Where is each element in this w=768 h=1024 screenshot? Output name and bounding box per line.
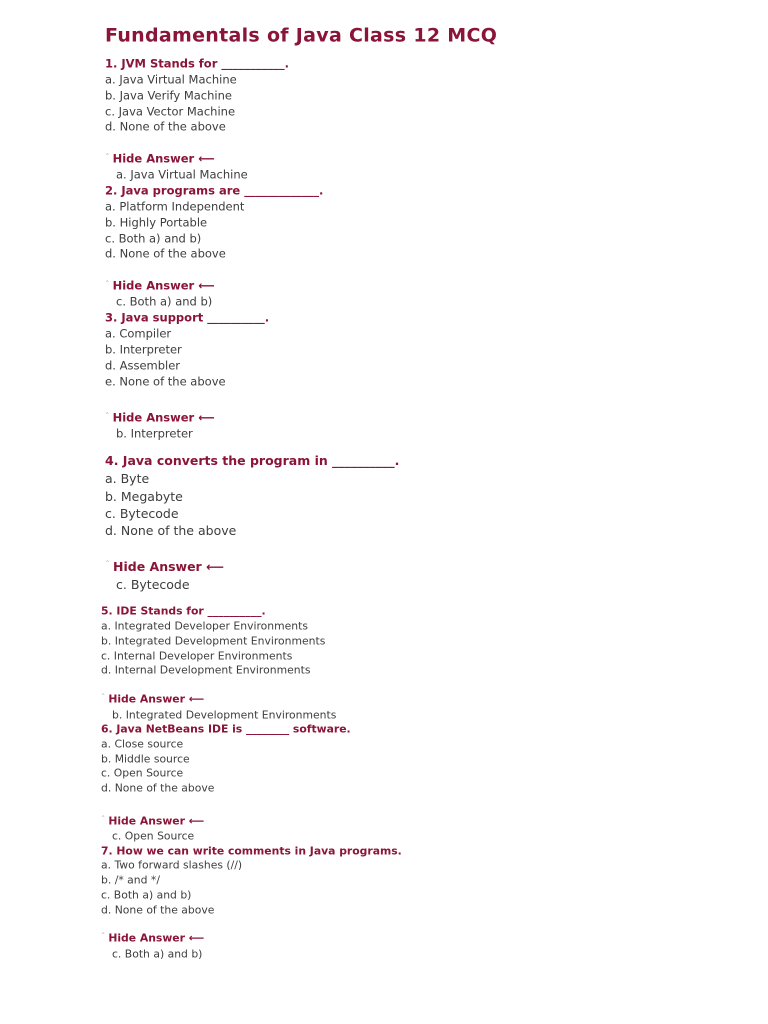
- option-item: c. Java Vector Machine: [105, 104, 236, 119]
- hide-answer-toggle[interactable]: [101, 692, 205, 706]
- option-item: d. None of the above: [105, 246, 226, 261]
- hide-answer-label: Hide Answer ⟵: [112, 151, 215, 166]
- option-item: b. Integrated Development Environments: [101, 634, 326, 648]
- caret-up-icon: ˆ: [105, 279, 110, 291]
- option-item: b. Middle source: [101, 752, 190, 766]
- option-item: c. Bytecode: [105, 505, 179, 521]
- answer-text: b. Integrated Development Environments: [112, 708, 337, 722]
- question-text: 3. Java support __________.: [105, 310, 270, 325]
- question-text: 1. JVM Stands for ___________.: [105, 56, 290, 71]
- option-item: c. Both a) and b): [101, 888, 192, 902]
- option-item: a. Java Virtual Machine: [105, 72, 237, 87]
- caret-up-icon: ˆ: [105, 559, 110, 571]
- hide-answer-label: Hide Answer ⟵: [112, 410, 215, 425]
- option-item: a. Byte: [105, 470, 150, 486]
- answer-text: c. Both a) and b): [116, 294, 213, 309]
- option-item: d. Internal Development Environments: [101, 663, 311, 677]
- caret-up-icon: ˆ: [101, 815, 106, 826]
- hide-answer-toggle[interactable]: [105, 412, 215, 424]
- option-item: b. Java Verify Machine: [105, 88, 232, 103]
- option-item: b. Megabyte: [105, 488, 183, 504]
- option-item: a. Compiler: [105, 326, 172, 341]
- option-item: a. Integrated Developer Environments: [101, 619, 308, 633]
- caret-up-icon: ˆ: [101, 693, 106, 704]
- hide-answer-label: Hide Answer ⟵: [113, 558, 224, 574]
- hide-answer-toggle[interactable]: [101, 931, 205, 945]
- option-item: d. None of the above: [101, 781, 215, 795]
- option-item: d. Assembler: [105, 358, 181, 373]
- answer-text: c. Both a) and b): [112, 947, 203, 961]
- hide-answer-label: Hide Answer ⟵: [108, 931, 205, 945]
- option-item: a. Close source: [101, 737, 184, 751]
- option-item: d. None of the above: [101, 903, 215, 917]
- caret-up-icon: ˆ: [105, 411, 110, 423]
- answer-text: c. Bytecode: [116, 576, 190, 592]
- hide-answer-toggle[interactable]: [105, 280, 215, 292]
- hide-answer-label: Hide Answer ⟵: [108, 692, 205, 706]
- answer-text: a. Java Virtual Machine: [116, 167, 248, 182]
- caret-up-icon: ˆ: [101, 932, 106, 943]
- hide-answer-label: Hide Answer ⟵: [112, 278, 215, 293]
- question-text: 7. How we can write comments in Java programs.: [101, 844, 402, 858]
- question-text: 5. IDE Stands for __________.: [101, 604, 266, 618]
- option-item: c. Open Source: [101, 766, 184, 780]
- page-title: Fundamentals of Java Class 12 MCQ: [105, 24, 498, 47]
- caret-up-icon: ˆ: [105, 152, 110, 164]
- hide-answer-toggle[interactable]: [105, 153, 215, 165]
- option-item: e. None of the above: [105, 374, 226, 389]
- option-item: a. Platform Independent: [105, 199, 245, 214]
- option-item: b. /* and */: [101, 873, 160, 887]
- answer-text: c. Open Source: [112, 829, 195, 843]
- option-item: d. None of the above: [105, 119, 226, 134]
- hide-answer-toggle[interactable]: [105, 558, 224, 574]
- question-text: 2. Java programs are _____________.: [105, 183, 324, 198]
- option-item: c. Internal Developer Environments: [101, 649, 293, 663]
- option-item: b. Highly Portable: [105, 215, 208, 230]
- hide-answer-label: Hide Answer ⟵: [108, 814, 205, 828]
- option-item: b. Interpreter: [105, 342, 182, 357]
- option-item: d. None of the above: [105, 522, 237, 538]
- question-text: 4. Java converts the program in __________.: [105, 452, 400, 468]
- option-item: c. Both a) and b): [105, 231, 202, 246]
- option-item: a. Two forward slashes (//): [101, 858, 243, 872]
- question-text: 6. Java NetBeans IDE is ________ software.: [101, 722, 351, 736]
- hide-answer-toggle[interactable]: [101, 814, 205, 828]
- answer-text: b. Interpreter: [116, 426, 193, 441]
